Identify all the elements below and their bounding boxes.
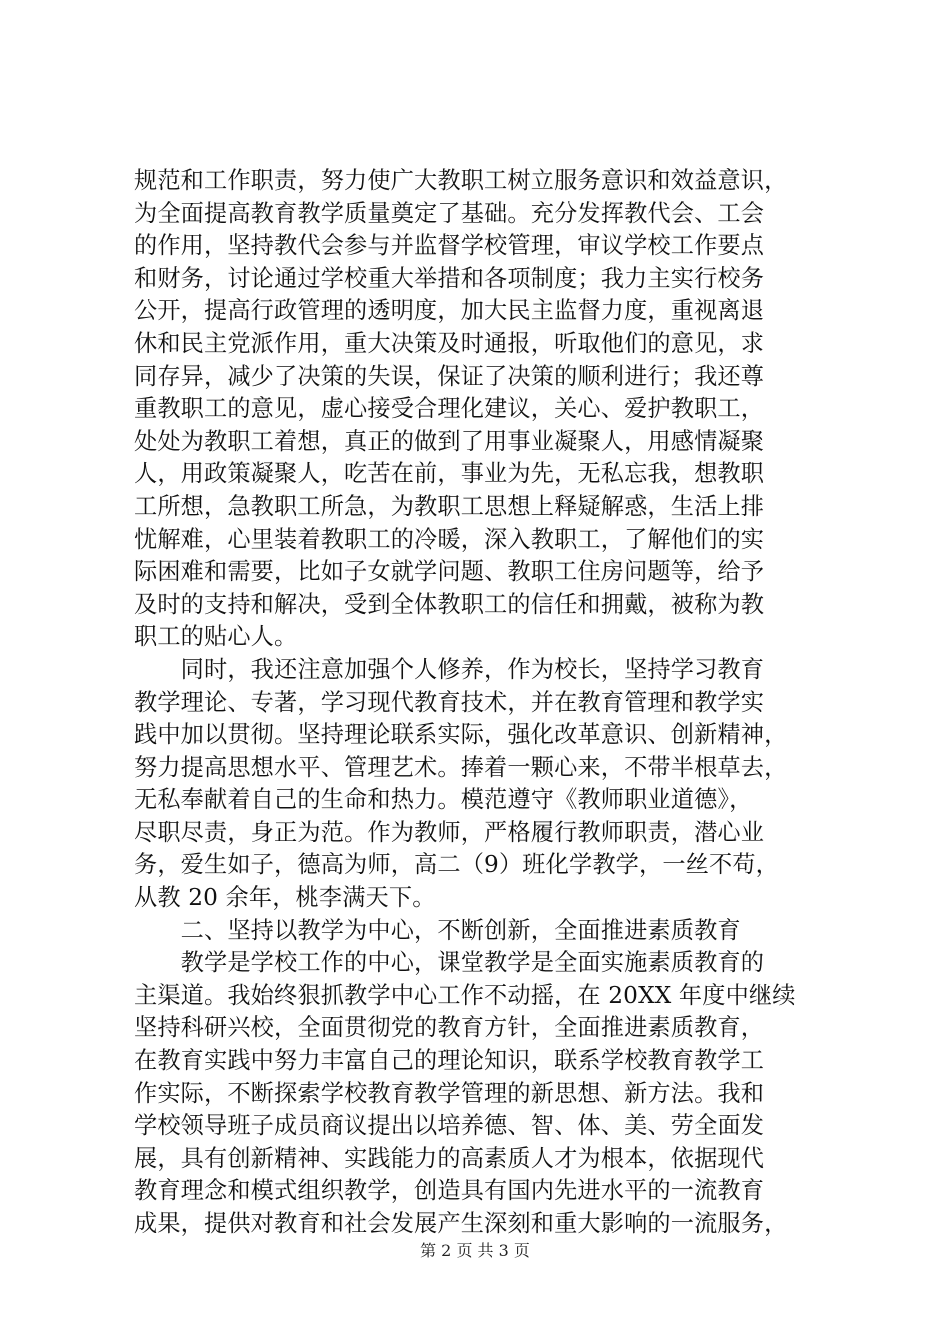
text-line: 职工的贴心人。 [134, 623, 298, 651]
text-line: 同时，我还注意加强个人修养，作为校长，坚持学习教育 [134, 655, 765, 683]
text-line: 尽职尽责，身正为范。作为教师，严格履行教师职责，潜心业 [134, 818, 765, 846]
text-line: 教学理论、专著，学习现代教育技术，并在教育管理和教学实 [134, 688, 765, 716]
text-line: 教育理念和模式组织教学，创造具有国内先进水平的一流教育 [134, 1177, 765, 1205]
text-line: 处处为教职工着想，真正的做到了用事业凝聚人，用感情凝聚 [134, 427, 765, 455]
section-heading: 二、坚持以教学为中心，不断创新，全面推进素质教育 [134, 916, 741, 944]
text-line: 践中加以贯彻。坚持理论联系实际，强化改革意识、创新精神， [134, 721, 788, 749]
page-number: 第 2 页 共 3 页 [420, 1241, 530, 1260]
text-line: 在教育实践中努力丰富自己的理论知识，联系学校教育教学工 [134, 1047, 765, 1075]
text-line: 作实际，不断探索学校教育教学管理的新思想、新方法。我和 [134, 1079, 765, 1107]
text-line: 的作用，坚持教代会参与并监督学校管理，审议学校工作要点 [134, 232, 765, 260]
text-line: 休和民主党派作用，重大决策及时通报，听取他们的意见，求 [134, 329, 765, 357]
text-line: 公开，提高行政管理的透明度，加大民主监督力度，重视离退 [134, 297, 765, 325]
text-line: 努力提高思想水平、管理艺术。捧着一颗心来，不带半根草去， [134, 753, 788, 781]
text-line: 同存异，减少了决策的失误，保证了决策的顺利进行；我还尊 [134, 362, 765, 390]
page-footer [0, 1241, 950, 1261]
text-line: 展，具有创新精神、实践能力的高素质人才为根本，依据现代 [134, 1144, 765, 1172]
text-line: 及时的支持和解决，受到全体教职工的信任和拥戴，被称为教 [134, 590, 765, 618]
text-line: 忧解难，心里装着教职工的冷暖，深入教职工，了解他们的实 [134, 525, 765, 553]
text-line: 重教职工的意见，虚心接受合理化建议，关心、爱护教职工， [134, 395, 765, 423]
text-line: 教学是学校工作的中心，课堂教学是全面实施素质教育的 [134, 949, 765, 977]
text-line: 坚持科研兴校，全面贯彻党的教育方针，全面推进素质教育， [134, 1014, 765, 1042]
text-line: 工所想，急教职工所急，为教职工思想上释疑解惑，生活上排 [134, 492, 765, 520]
text-line: 规范和工作职责，努力使广大教职工树立服务意识和效益意识， [134, 167, 788, 194]
text-line: 人，用政策凝聚人，吃苦在前，事业为先，无私忘我，想教职 [134, 460, 765, 488]
text-line: 务，爱生如子，德高为师，高二（9）班化学教学，一丝不苟， [134, 851, 780, 879]
text-line: 为全面提高教育教学质量奠定了基础。充分发挥教代会、工会 [134, 199, 765, 227]
text-line: 从教 20 余年，桃李满天下。 [134, 884, 436, 912]
body-text [134, 165, 824, 1241]
text-line: 和财务，讨论通过学校重大举措和各项制度；我力主实行校务 [134, 264, 765, 292]
text-line: 主渠道。我始终狠抓教学中心工作不动摇，在 20XX 年度中继续 [134, 981, 796, 1009]
text-line: 际困难和需要，比如子女就学问题、教职工住房问题等，给予 [134, 558, 765, 586]
text-line: 成果，提供对教育和社会发展产生深刻和重大影响的一流服务， [134, 1210, 788, 1237]
text-line: 学校领导班子成员商议提出以培养德、智、体、美、劳全面发 [134, 1112, 765, 1140]
text-line: 无私奉献着自己的生命和热力。模范遵守《教师职业道德》， [134, 786, 753, 814]
